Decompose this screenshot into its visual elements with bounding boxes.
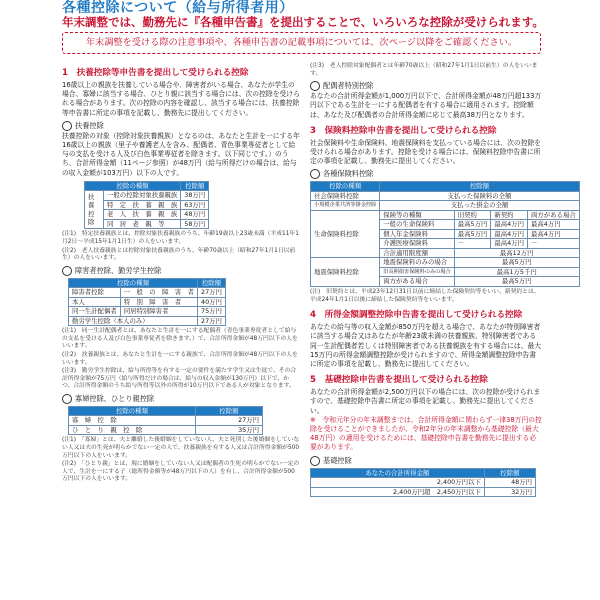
basic-deduction-table bbox=[310, 468, 536, 498]
dependent-deduction-table bbox=[84, 181, 209, 230]
section-3-body: 社会保険料や生命保険料、地震保険料を支払っている場合には、次の控除を受けられる場合があります。控除を受ける場合には、保険料控除申告書に所定の事項を記載し、勤務先に提出してください。 bbox=[310, 138, 542, 166]
table-cell: 最高5万円 bbox=[454, 229, 491, 239]
table-header: 控除額 bbox=[484, 468, 535, 478]
table-header: 控除の種類 bbox=[311, 182, 380, 192]
table-cell: 2,400万円超 2,450万円以下 bbox=[311, 487, 485, 497]
table-row bbox=[311, 487, 536, 497]
table-row bbox=[85, 210, 209, 220]
table-header: 控除額 bbox=[380, 182, 579, 192]
table-cell: 保険等の種類 bbox=[380, 210, 454, 220]
section-4-body: あなたの給与等の収入金額が850万円を超える場合で、あなたが特別障害者に該当する場合又はあなたが年齢23歳未満の扶養親族、特別障害者である同一生計配偶者若しくは特別障害者である扶養親族を有する場合には、最大15万円の所得金額調整控除が受けられますので、所得金額調整控除申告書に所定の事項を記載し、勤務先に提出してください。 bbox=[310, 323, 542, 368]
table-cell: 最高4万円 bbox=[491, 220, 528, 230]
table-row bbox=[69, 297, 226, 307]
table-cell: 58万円 bbox=[181, 219, 209, 229]
table-cell: 一般の控除対象扶養親族 bbox=[104, 191, 181, 201]
section-1-body: 16歳以上の親族を扶養している場合や、障害者がいる場合、あなたが学生の場合、寡婦に該当する場合、ひとり親に該当する場合には、次の控除を受けられる場合があります。次の控除の内容を確認し、該当する場合には、扶養控除等申告書に所定の事項を記載し、勤務先に提出してください。 bbox=[62, 81, 300, 117]
note: (注1) 「寡婦」とは、夫と離婚した後婚姻をしていない人、夫と死別した後婚姻をしていない人又は夫の生死が明らかでない一定の人で、扶養親族を有する人又は合計所得金額が500万円以下の人をいいます。 bbox=[62, 437, 300, 459]
table-cell: 27万円 bbox=[198, 316, 226, 326]
table-cell: 特 別 障 害 者 bbox=[120, 297, 197, 307]
table-cell: 扶養控除 bbox=[85, 191, 104, 229]
table-row bbox=[85, 200, 209, 210]
table-cell: 勤労学生控除（本人のみ） bbox=[69, 316, 198, 326]
note: (注) 旧契約とは、平成23年12月31日以前に締結した保険契約等をいい、新契約とは、平成24年1月1日以後に締結した保険契約等をいいます。 bbox=[310, 288, 540, 303]
circle-number-icon bbox=[310, 81, 320, 91]
widow-deduction-table bbox=[68, 406, 263, 436]
table-row bbox=[311, 258, 580, 268]
table-row bbox=[311, 210, 580, 220]
table-cell: 最高4万円 bbox=[528, 229, 580, 239]
table-cell: 旧契約 bbox=[454, 210, 491, 220]
subsection-title: 各種保険料控除 bbox=[323, 169, 374, 179]
circle-number-icon bbox=[310, 456, 320, 466]
table-cell: 両方がある場合 bbox=[380, 277, 454, 287]
table-row bbox=[69, 288, 226, 298]
table-cell: 35万円 bbox=[196, 425, 263, 435]
subsection-title: 障害者控除、勤労学生控除 bbox=[75, 265, 162, 275]
table-cell: 一般の生命保険料 bbox=[380, 220, 454, 230]
table-header: 控除額 bbox=[181, 181, 209, 191]
subsection-title: 基礎控除 bbox=[323, 455, 352, 465]
table-row bbox=[311, 201, 580, 211]
note: (注2) 老人扶養親族とは控除対象扶養親族のうち、年齢70歳以上（昭和27年1月1日以前生）の人をいいます。 bbox=[62, 247, 296, 262]
table-cell: 障害者控除 bbox=[69, 288, 121, 298]
table-header: 控除額 bbox=[196, 406, 263, 416]
note: (注1) 同一生計配偶者とは、あなたと生計を一にする配偶者（青色事業専従者として給与の支払を受ける人及び白色事業専従者を除きます。）で、合計所得金額が48万円以下の人をいいます。 bbox=[62, 328, 298, 350]
table-row bbox=[85, 191, 209, 201]
table-cell: 小規模企業共済等掛金控除 bbox=[311, 201, 380, 211]
table-cell: 最高5万円 bbox=[454, 277, 579, 287]
table-cell: 最高1万5千円 bbox=[454, 267, 579, 277]
note: (注3) 勤労学生控除は、給与所得等を有する一定の要件を満たす学生又は生徒で、その合計所得金額が75万円（給与所得だけの場合は、給与の収入金額が130万円）以下で、かつ、合計所得金額のうち給与所得等以外の所得が10万円以下である人が対象となります。 bbox=[62, 368, 297, 390]
table-header: 控除の種類 bbox=[69, 278, 198, 288]
section-1-heading: 1 扶養控除等申告書を提出して受けられる控除 bbox=[62, 68, 249, 78]
lead-text: 年末調整では、勤務先に『各種申告書』を提出することで、いろいろな控除が受けられます。 bbox=[62, 15, 544, 29]
note: (注2) 「ひとり親」とは、現に婚姻をしていない人又は配偶者の生死の明らかでない一定の人で、生計を一にする子（総所得金額等が48万円以下の人）を有し、合計所得金額が500万円以下の人をいいます。 bbox=[62, 461, 300, 483]
table-header: 控除額 bbox=[198, 278, 226, 288]
dependent-body: 扶養控除の対象（控除対象扶養親族）となるのは、あなたと生計を一にする年16歳以上の親族（里子や養護老人を含み、配偶者、青色事業専従者として給与の支払を受ける人及び白色事業専従者を除きます。以下同じです。）のうち、合計所得金額（11ページ参照）が48万円（給与所得だけの場合は、給与の収入金額が103万円）以下の人です。 bbox=[62, 131, 300, 177]
table-row bbox=[311, 478, 536, 488]
section-5-heading: 5 基礎控除申告書を提出して受けられる控除 bbox=[310, 375, 488, 386]
table-cell: 一 般 の 障 害 者 bbox=[120, 288, 197, 298]
table-cell: 合計適用限度額 bbox=[380, 248, 454, 258]
table-row bbox=[69, 416, 263, 426]
note: (注3) 老人控除対象配偶者とは年齢70歳以上（昭和27年1月1日以前生）の人をいいます。 bbox=[310, 63, 538, 77]
table-cell: － bbox=[454, 239, 491, 249]
subsection-disability bbox=[62, 266, 300, 276]
table-cell: 社会保険料控除 bbox=[311, 191, 380, 201]
table-cell: 48万円 bbox=[181, 210, 209, 220]
table-cell: 寡 婦 控 除 bbox=[69, 416, 196, 426]
table-cell: 48万円 bbox=[484, 478, 535, 488]
circle-number-icon bbox=[62, 266, 72, 276]
table-cell: 生命保険料控除 bbox=[311, 210, 380, 258]
table-cell: 同居特別障害者 bbox=[120, 307, 197, 317]
section-4-heading: 4 所得金額調整控除申告書を提出して受けられる控除 bbox=[310, 310, 523, 321]
table-cell: 地震保険料控除 bbox=[311, 258, 380, 287]
circle-number-icon bbox=[310, 169, 320, 179]
table-header: あなたの合計所得金額 bbox=[311, 468, 485, 478]
table-cell: 新契約 bbox=[491, 210, 528, 220]
table-row bbox=[311, 191, 580, 201]
table-cell: 最高4万円 bbox=[528, 220, 580, 230]
insurance-deduction-table bbox=[310, 181, 580, 287]
subsection-dependent bbox=[62, 121, 300, 131]
table-cell: 40万円 bbox=[198, 297, 226, 307]
table-cell: 地震保険料のみの場合 bbox=[380, 258, 454, 268]
subsection-basic bbox=[310, 456, 542, 466]
table-cell: 両方がある場合 bbox=[528, 210, 580, 220]
table-cell: 介護医療保険料 bbox=[380, 239, 454, 249]
table-cell: 同 居 老 親 等 bbox=[104, 219, 181, 229]
table-cell: 最高4万円 bbox=[491, 239, 528, 249]
table-cell: 63万円 bbox=[181, 200, 209, 210]
circle-number-icon bbox=[62, 121, 72, 131]
table-cell: 最高12万円 bbox=[454, 248, 579, 258]
table-cell: 支払った掛金の全額 bbox=[380, 201, 579, 211]
table-cell: 38万円 bbox=[181, 191, 209, 201]
note: (注2) 扶養親族とは、あなたと生計を一にする親族で、合計所得金額が48万円以下の人をいいます。 bbox=[62, 351, 298, 366]
table-cell: 27万円 bbox=[196, 416, 263, 426]
subsection-widow bbox=[62, 394, 300, 404]
table-row bbox=[85, 219, 209, 229]
section-5-red-note: ※ 令和元年分の年末調整までは、合計所得金額に関わらず一律38万円の控除を受けることができましたが、令和2年分の年末調整から基礎控除（最大48万円）の適用を受けるためには、基礎控除申告書を勤務先に提出する必要があります。 bbox=[310, 415, 542, 452]
table-cell: 支払った保険料の全額 bbox=[380, 191, 579, 201]
table-cell: 最高5万円 bbox=[454, 220, 491, 230]
table-cell: 27万円 bbox=[198, 288, 226, 298]
subsection-title: 配偶者特別控除 bbox=[323, 81, 374, 91]
table-cell: 同一生計配偶者 bbox=[69, 307, 121, 317]
subsection-title: 扶養控除 bbox=[75, 120, 104, 130]
subsection-spouse-special bbox=[310, 81, 542, 91]
section-5-body: あなたの合計所得金額が2,500万円以下の場合には、次の控除が受けられますので、基礎控除申告書に所定の事項を記載し、勤務先に提出してください。 bbox=[310, 388, 541, 415]
table-row bbox=[69, 307, 226, 317]
table-cell: 個人年金保険料 bbox=[380, 229, 454, 239]
table-cell: 32万円 bbox=[484, 487, 535, 497]
subsection-insurance bbox=[310, 169, 542, 179]
table-cell: 2,400万円以下 bbox=[311, 478, 485, 488]
left-column bbox=[62, 62, 300, 485]
spouse-special-body: あなたの合計所得金額が1,000万円以下で、合計所得金額が48万円超133万円以下である生計を一にする配偶者を有する場合に適用されます。控除額は、あなた及び配偶者の合計所得金額に応じて最高38万円となります。 bbox=[310, 92, 542, 119]
table-cell: 最高4万円 bbox=[491, 229, 528, 239]
right-column bbox=[310, 62, 576, 499]
table-cell: 本人 bbox=[69, 297, 121, 307]
table-cell: 75万円 bbox=[198, 307, 226, 317]
table-header: 控除の種類 bbox=[69, 406, 196, 416]
disability-deduction-table bbox=[68, 278, 226, 327]
circle-number-icon bbox=[62, 394, 72, 404]
table-row bbox=[69, 316, 226, 326]
table-cell: 老 人 扶 養 親 族 bbox=[104, 210, 181, 220]
table-cell: ひ と り 親 控 除 bbox=[69, 425, 196, 435]
notice-box: 年末調整を受ける際の注意事項や、各種申告書の記載事項については、次ページ以降をご確認ください。 bbox=[62, 32, 541, 54]
table-cell: － bbox=[528, 239, 580, 249]
note: (注1) 特定扶養親族とは、控除対象扶養親族のうち、年齢19歳以上23歳未満（平成11年1月2日～平成15年1月1日生）の人をいいます。 bbox=[62, 231, 299, 245]
page-title: 各種控除について（給与所得者用） bbox=[62, 0, 294, 16]
table-cell: 特 定 扶 養 親 族 bbox=[104, 200, 181, 210]
table-row bbox=[69, 425, 263, 435]
section-3-heading: 3 保険料控除申告書を提出して受けられる控除 bbox=[310, 125, 497, 136]
table-cell: 最高5万円 bbox=[454, 258, 579, 268]
table-header: 控除の種類 bbox=[85, 181, 181, 191]
table-cell: 旧長期損害保険料のみの場合 bbox=[380, 267, 454, 277]
subsection-title: 寡婦控除、ひとり親控除 bbox=[75, 393, 155, 403]
